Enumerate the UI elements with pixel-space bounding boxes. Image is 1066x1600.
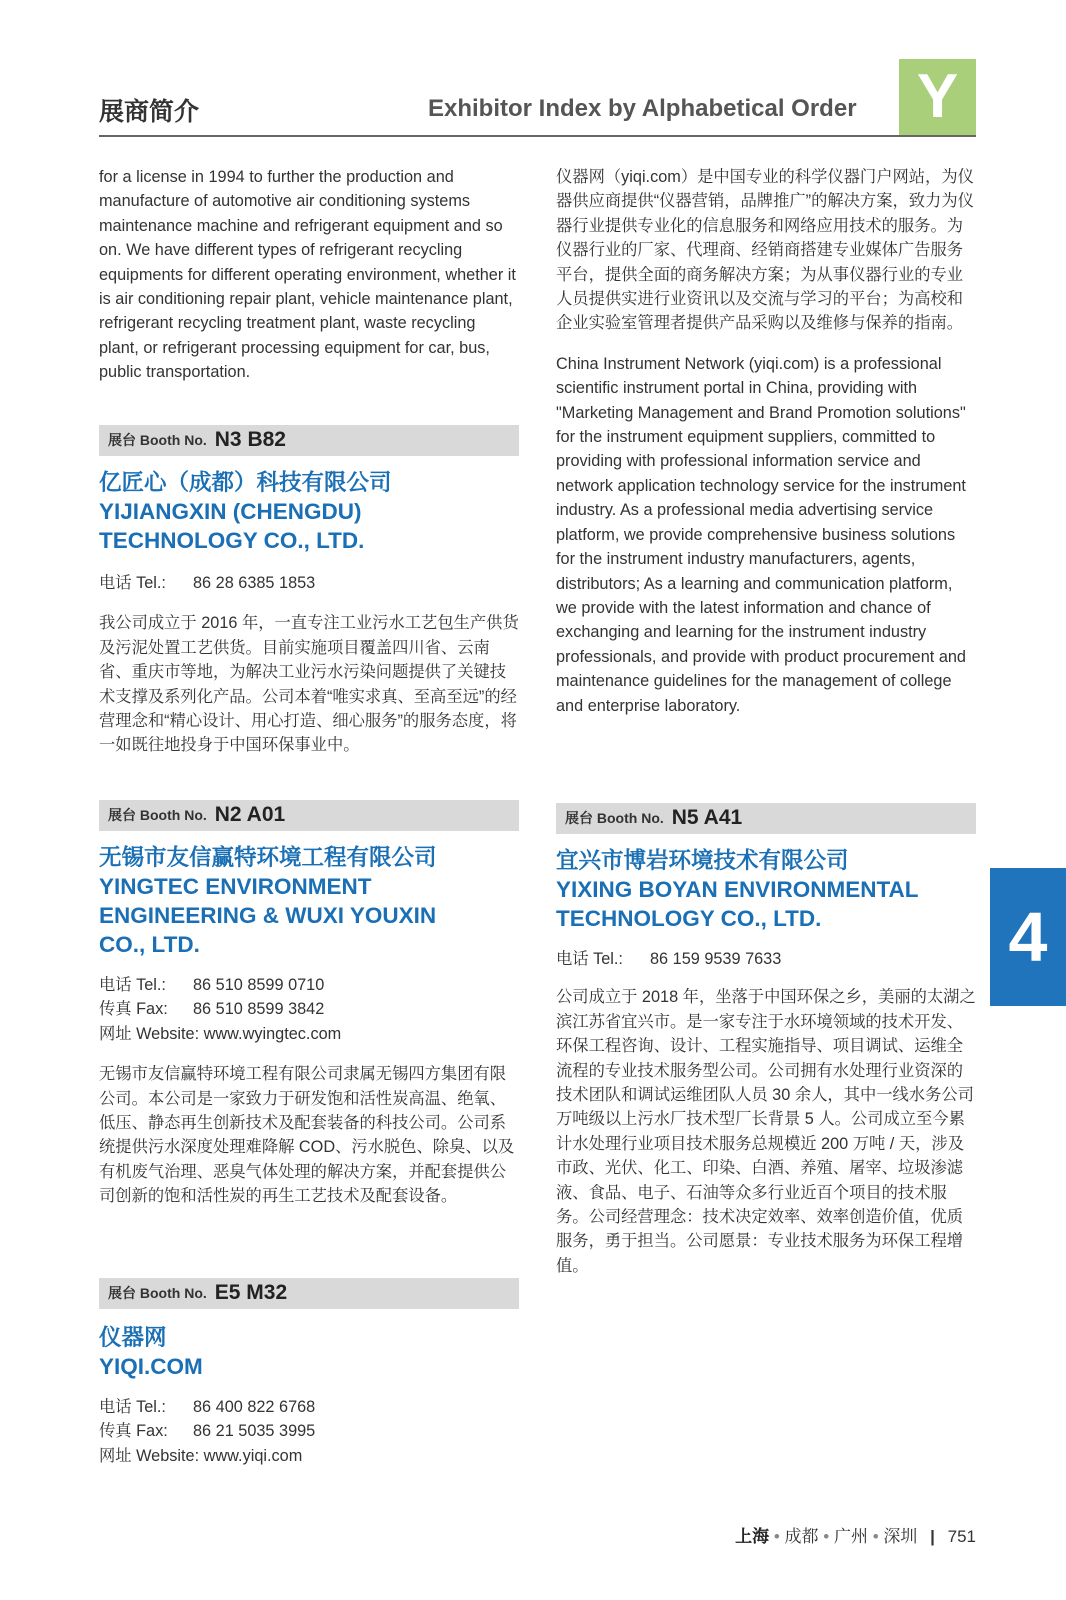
contact-tel xyxy=(556,947,976,971)
header-title-cn: 展商简介 xyxy=(99,98,200,126)
description-cn: 我公司成立于 2016 年，一直专注工业污水工艺包生产供货及污泥处置工艺供货。目前实施项目覆盖四川省、云南省、重庆市等地，为解决工业污水污染问题提供了关键技术支撑及系列化产品。公司本着“唯实求真、至高至远”的经营理念和“精心设计、用心打造、细心服务”的服务态度，将一如既往地投身于中国环保事业中。 xyxy=(99,614,519,755)
contact-label: 网址 Website: xyxy=(99,1024,200,1043)
footer-divider: | xyxy=(930,1527,935,1546)
contact-tel xyxy=(99,1395,519,1419)
page-number: 751 xyxy=(947,1527,976,1546)
booth-bar xyxy=(99,425,519,456)
contact-value: 86 21 5035 3995 xyxy=(193,1422,316,1441)
booth-number: N3 B82 xyxy=(214,428,286,452)
booth-label: 展台 Booth No. xyxy=(108,1285,207,1302)
website-link[interactable]: www.wyingtec.com xyxy=(203,1024,342,1043)
contact-label: 电话 Tel.: xyxy=(99,1398,166,1416)
company-name-en: YIQI.COM xyxy=(99,1354,203,1379)
footer-separator: • xyxy=(773,1527,780,1546)
contact-tel xyxy=(99,973,519,997)
contact-website xyxy=(99,1022,519,1046)
exhibitor-entry xyxy=(99,425,519,758)
contact-fax xyxy=(99,997,519,1021)
contact-value: 86 28 6385 1853 xyxy=(193,574,316,592)
company-name-en: YIJIANGXIN (CHENGDU) TECHNOLOGY CO., LTD. xyxy=(99,499,365,553)
contact-value: 86 400 822 6768 xyxy=(193,1398,316,1416)
description-cn: 公司成立于 2018 年，坐落于中国环保之乡，美丽的太湖之滨江苏省宜兴市。是一家专注于水环境领域的技术开发、环保工程咨询、设计、工程实施指导、项目调试、运维全流程的专业技术服务型公司。公司拥有水处理行业资深的技术团队和调试运维团队人员 30 余人，其中一线水务公司万吨级以上污水厂技术型厂长背景 5 人。公司成立至今累计水处理行业项目技术服务总规模近 200 万吨 / 天，涉及市政、光伏、化工、印染、白酒、养殖、屠宰、垃圾渗滤液、食品、电子、石油等众多行业近百个项目的技术服务。公司经营理念：技术决定效率、效率创造价值，优质服务，勇于担当。公司愿景：专业技术服务为环保工程增值。 xyxy=(556,988,976,1275)
header-title-en: Exhibitor Index by Alphabetical Order xyxy=(428,95,857,122)
intro-text: for a license in 1994 to further the production and manufacture of automotive air conditioning systems maintenance machine and refrigerant equipment and so on. We have different types of refrigerant recycling equipments for different operating environment, whether it is air conditioning repair plant, vehicle maintenance plant, refrigerant recycling treatment plant, waste recycling plant, or refrigerant processing equipment for car, bus, public transportation. xyxy=(99,168,516,382)
contact-value: 86 510 8599 0710 xyxy=(193,976,325,994)
footer-city: 上海 xyxy=(735,1527,770,1546)
footer-separator: • xyxy=(823,1527,830,1546)
footer xyxy=(735,1522,976,1547)
exhibitor-entry xyxy=(556,803,976,1278)
company-name-cn: 亿匠心（成都）科技有限公司 xyxy=(99,470,392,495)
contact-website xyxy=(99,1444,519,1468)
header-divider xyxy=(99,135,976,137)
booth-bar xyxy=(99,1278,519,1309)
booth-bar xyxy=(99,800,519,831)
booth-label: 展台 Booth No. xyxy=(565,810,664,827)
contact-label: 传真 Fax: xyxy=(99,1000,168,1019)
booth-number: N5 A41 xyxy=(671,806,743,830)
booth-number: E5 M32 xyxy=(214,1281,288,1305)
description-cn: 无锡市友信赢特环境工程有限公司隶属无锡四方集团有限公司。本公司是一家致力于研发饱和活性炭高温、绝氧、低压、静态再生创新技术及配套装备的科技公司。公司系统提供污水深度处理难降解 COD、污水脱色、除臭、以及有机废气治理、恶臭气体处理的解决方案，并配套提供公司创新的饱和活性炭的再生工艺技术及配套设备。 xyxy=(99,1065,515,1206)
booth-bar xyxy=(556,803,976,834)
yiqi-description xyxy=(556,165,976,718)
company-name-cn: 宜兴市博岩环境技术有限公司 xyxy=(556,848,849,873)
booth-number: N2 A01 xyxy=(214,803,286,827)
company-name-cn: 无锡市友信赢特环境工程有限公司 xyxy=(99,845,437,870)
company-name-en: YIXING BOYAN ENVIRONMENTAL TECHNOLOGY CO., LTD. xyxy=(556,877,919,931)
contact-fax xyxy=(99,1419,519,1443)
exhibitor-entry xyxy=(99,1278,519,1468)
contact-value: 86 510 8599 3842 xyxy=(193,1000,325,1019)
contact-label: 电话 Tel.: xyxy=(556,950,623,968)
booth-label: 展台 Booth No. xyxy=(108,807,207,824)
footer-city: 成都 xyxy=(784,1527,819,1546)
contact-tel xyxy=(99,571,519,595)
website-link[interactable]: www.yiqi.com xyxy=(203,1446,303,1465)
contact-label: 电话 Tel.: xyxy=(99,976,166,994)
contact-label: 电话 Tel.: xyxy=(99,574,166,592)
contact-value: 86 159 9539 7633 xyxy=(650,950,782,968)
company-name-en: YINGTEC ENVIRONMENT ENGINEERING & WUXI YOUXIN CO., LTD. xyxy=(99,874,437,957)
contact-label: 传真 Fax: xyxy=(99,1422,168,1441)
footer-city: 广州 xyxy=(833,1527,868,1546)
description-en: China Instrument Network (yiqi.com) is a professional scientific instrument portal in China, providing with "Marketing Management and Brand Promotion solutions" for the instrument equipment suppliers, committed to providing with professional information service and network application technology service for the instrument industry. As a professional media advertising service platform, we provide comprehensive business solutions for the instrument industry manufacturers, agents, distributors; As a learning and communication platform, we provide with the latest information and chance of exchanging and learning for the instrument industry professionals, and provide with product procurement and maintenance guidelines for the management of college and enterprise laboratory. xyxy=(556,354,966,715)
intro-paragraph xyxy=(99,165,519,385)
contact-label: 网址 Website: xyxy=(99,1446,200,1465)
footer-separator: • xyxy=(872,1527,879,1546)
company-name-cn: 仪器网 xyxy=(99,1325,167,1350)
exhibitor-entry xyxy=(99,800,519,1209)
alphabet-letter-badge: Y xyxy=(899,59,976,135)
section-tab: 4 xyxy=(990,868,1066,1006)
booth-label: 展台 Booth No. xyxy=(108,432,207,449)
description-cn: 仪器网（yiqi.com）是中国专业的科学仪器门户网站，为仪器供应商提供“仪器营销，品牌推广”的解决方案，致力为仪器行业提供专业化的信息服务和网络应用技术的服务。为仪器行业的厂家、代理商、经销商搭建专业媒体广告服务平台，提供全面的商务解决方案；为从事仪器行业的专业人员提供实进行业资讯以及交流与学习的平台；为高校和企业实验室管理者提供产品采购以及维修与保养的指南。 xyxy=(556,168,974,333)
footer-city: 深圳 xyxy=(883,1527,918,1546)
